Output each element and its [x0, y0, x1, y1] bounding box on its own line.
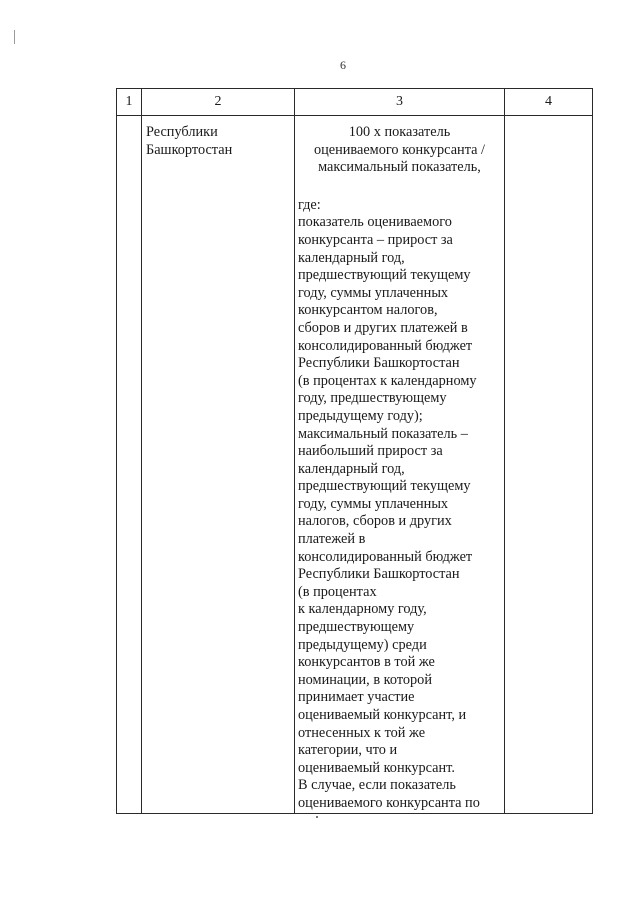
text-line: принимает участие — [298, 689, 415, 706]
cell-col-3 — [295, 116, 505, 814]
text-line: конкурсантом налогов, — [298, 302, 438, 319]
text-line: предшествующему — [298, 619, 415, 636]
text-line: отнесенных к той же — [298, 724, 426, 741]
text-line: максимальный показатель – — [298, 425, 468, 442]
text-line: (в процентах к календарному — [298, 372, 477, 389]
text-line: конкурсантов в той же — [298, 654, 435, 671]
text-line: предшествующий текущему — [298, 267, 471, 284]
text-line: к календарному году, — [298, 601, 427, 618]
text-line: календарный год, — [298, 460, 405, 477]
text-line: консолидированный бюджет — [298, 337, 473, 354]
text-line: где: — [298, 196, 321, 213]
region-line: Республики — [146, 124, 218, 140]
text-line: году, суммы уплаченных — [298, 284, 449, 301]
text-line: календарный год, — [298, 249, 405, 266]
text-line: (в процентах — [298, 583, 377, 600]
spacer — [295, 177, 504, 197]
formula-line: максимальный показатель, — [318, 159, 481, 176]
text-line: сборов и других платежей в — [298, 319, 468, 336]
formula-explanation — [295, 197, 504, 813]
formula-text — [295, 116, 504, 177]
region-name — [142, 116, 294, 159]
cell-col-4 — [505, 116, 593, 814]
text-line: наибольший прирост за — [298, 443, 443, 460]
header-col-2: 2 — [142, 89, 295, 116]
cell-col-1 — [117, 116, 142, 814]
cell-col-2 — [142, 116, 295, 814]
table-row — [117, 116, 593, 814]
text-line: Республики Башкортостан — [298, 566, 460, 583]
text-line: году, суммы уплаченных — [298, 495, 449, 512]
text-line: предыдущему году); — [298, 407, 423, 424]
text-line: показатель оцениваемого — [298, 214, 452, 231]
page-number: 6 — [340, 58, 346, 72]
criteria-table — [116, 88, 593, 814]
text-line: налогов, сборов и других — [298, 513, 452, 530]
header-col-3: 3 — [295, 89, 505, 116]
text-line: категории, что и — [298, 742, 398, 759]
text-line: предыдущему) среди — [298, 636, 427, 653]
text-line: оцениваемого конкурсанта по — [298, 794, 480, 811]
text-line: Республики Башкортостан — [298, 355, 460, 372]
text-line: году, предшествующему — [298, 390, 447, 407]
scan-dot — [316, 816, 318, 818]
text-line: конкурсанта – прирост за — [298, 231, 453, 248]
text-line: оцениваемый конкурсант. — [298, 759, 455, 776]
text-line: предшествующий текущему — [298, 478, 471, 495]
formula-line: оцениваемого конкурсанта / — [313, 141, 486, 158]
region-line: Башкортостан — [146, 141, 233, 158]
text-line: оцениваемый конкурсант, и — [298, 707, 467, 723]
text-line: платежей в — [298, 531, 366, 548]
text-line: В случае, если показатель — [298, 777, 456, 794]
header-col-1: 1 — [117, 89, 142, 116]
table-header-row — [117, 89, 593, 116]
header-col-4: 4 — [505, 89, 593, 116]
formula-line: 100 х показатель — [348, 124, 451, 140]
text-line: номинации, в которой — [298, 671, 432, 688]
text-line: консолидированный бюджет — [298, 548, 473, 565]
scan-margin-mark — [14, 30, 15, 44]
